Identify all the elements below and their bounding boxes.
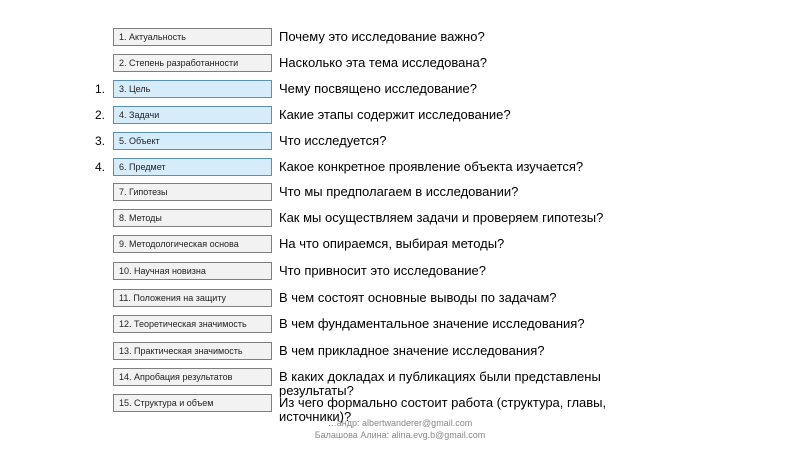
author-credits	[300, 417, 500, 441]
question-5: Что исследуется?	[279, 133, 387, 148]
question-6: Какое конкретное проявление объекта изучается?	[279, 159, 584, 174]
outline-item-3: 3. Цель	[113, 80, 272, 98]
question-4: Какие этапы содержит исследование?	[279, 107, 511, 122]
outline-item-12: 12. Теоретическая значимость	[113, 315, 272, 333]
outline-item-11: 11. Положения на защиту	[113, 289, 272, 307]
question-12: В чем фундаментальное значение исследования?	[279, 316, 585, 331]
question-11: В чем состоят основные выводы по задачам?	[279, 290, 557, 305]
outline-item-13: 13. Практическая значимость	[113, 342, 272, 360]
outline-item-6: 6. Предмет	[113, 158, 272, 176]
question-3: Чему посвящено исследование?	[279, 81, 477, 96]
question-1: Почему это исследование важно?	[279, 29, 485, 44]
outline-item-9: 9. Методологическая основа	[113, 235, 272, 253]
outline-item-1: 1. Актуальность	[113, 28, 272, 46]
outline-item-14: 14. Апробация результатов	[113, 368, 272, 386]
outline-item-10: 10. Научная новизна	[113, 262, 272, 280]
outline-item-5: 5. Объект	[113, 132, 272, 150]
number-marker-4: 4.	[95, 160, 106, 174]
outline-item-15: 15. Структура и объем	[113, 394, 272, 412]
question-8: Как мы осуществляем задачи и проверяем гипотезы?	[279, 210, 604, 225]
question-14: В каких докладах и публикациях были представлены результаты?	[279, 369, 601, 398]
outline-item-4: 4. Задачи	[113, 106, 272, 124]
number-marker-1: 1.	[95, 82, 106, 96]
question-13: В чем прикладное значение исследования?	[279, 343, 545, 358]
question-15: Из чего формально состоит работа (структура, главы, источники)?	[279, 395, 607, 424]
author-credit-1: …андр: albertwanderer@gmail.com	[327, 418, 473, 428]
number-marker-2: 2.	[95, 108, 106, 122]
question-9: На что опираемся, выбирая методы?	[279, 236, 505, 251]
author-credit-2: Балашова Алина: alina.evg.b@gmail.com	[314, 430, 486, 440]
outline-item-7: 7. Гипотезы	[113, 183, 272, 201]
outline-item-8: 8. Методы	[113, 209, 272, 227]
outline-item-2: 2. Степень разработанности	[113, 54, 272, 72]
question-7: Что мы предполагаем в исследовании?	[279, 184, 519, 199]
question-10: Что привносит это исследование?	[279, 263, 486, 278]
number-marker-3: 3.	[95, 134, 106, 148]
question-2: Насколько эта тема исследована?	[279, 55, 487, 70]
